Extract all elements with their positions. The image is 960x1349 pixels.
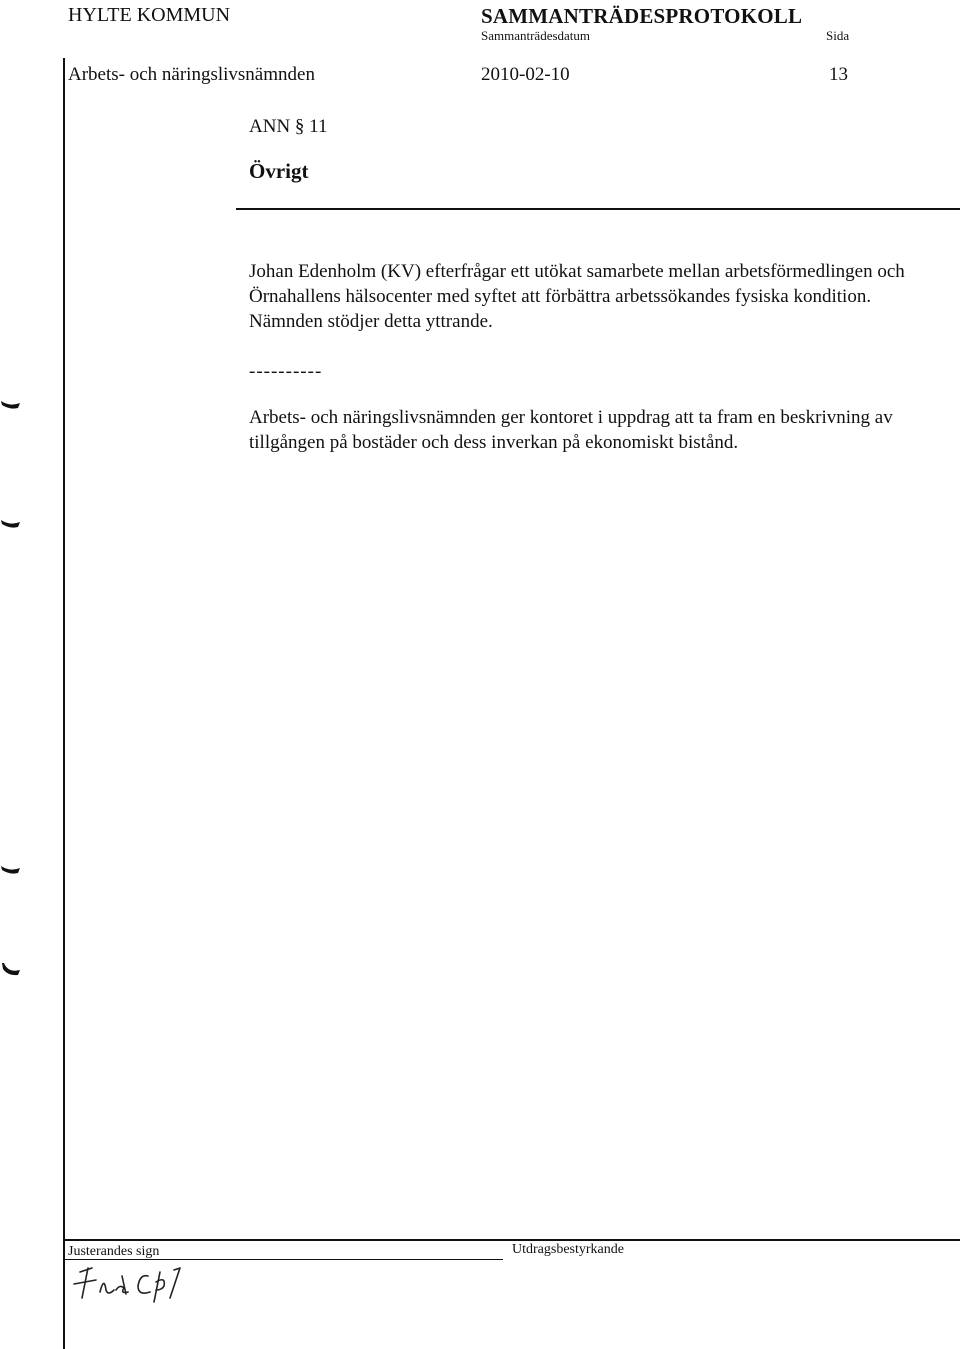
page-number: 13 bbox=[829, 64, 848, 85]
minutes-paragraph-1: Johan Edenholm (KV) efterfrågar ett utökat samarbete mellan arbetsförmedlingen och Örnahallens hälsocenter med syftet att förbättra arbetssökandes fysiska kondition. Nämnden stödjer detta yttrande. bbox=[249, 261, 905, 332]
heading-divider bbox=[236, 208, 960, 210]
punch-mark bbox=[0, 862, 24, 882]
paragraph-separator: ---------- bbox=[249, 361, 323, 382]
section-heading: Övrigt bbox=[249, 159, 309, 183]
meeting-date: 2010-02-10 bbox=[481, 64, 570, 85]
paragraph-reference: ANN § 11 bbox=[249, 116, 328, 137]
signature-label: Justerandes sign bbox=[68, 1244, 160, 1259]
extract-certification-label: Utdragsbestyrkande bbox=[512, 1242, 624, 1257]
document-title: SAMMANTRÄDESPROTOKOLL bbox=[481, 4, 803, 28]
left-margin-line bbox=[63, 58, 65, 1349]
punch-mark bbox=[0, 961, 24, 983]
committee-name: Arbets- och näringslivsnämnden bbox=[68, 64, 315, 85]
organization-name: HYLTE KOMMUN bbox=[68, 4, 231, 26]
meeting-date-label: Sammanträdesdatum bbox=[481, 28, 591, 43]
footer-rule bbox=[63, 1239, 960, 1241]
handwritten-signature bbox=[70, 1262, 230, 1306]
punch-mark bbox=[0, 516, 24, 536]
page-label: Sida bbox=[826, 28, 850, 43]
minutes-paragraph-2: Arbets- och näringslivsnämnden ger kontoret i uppdrag att ta fram en beskrivning av tillgången på bostäder och dess inverkan på ekonomiskt bistånd. bbox=[249, 407, 893, 453]
punch-mark bbox=[0, 395, 24, 415]
signature-underline bbox=[63, 1259, 503, 1260]
